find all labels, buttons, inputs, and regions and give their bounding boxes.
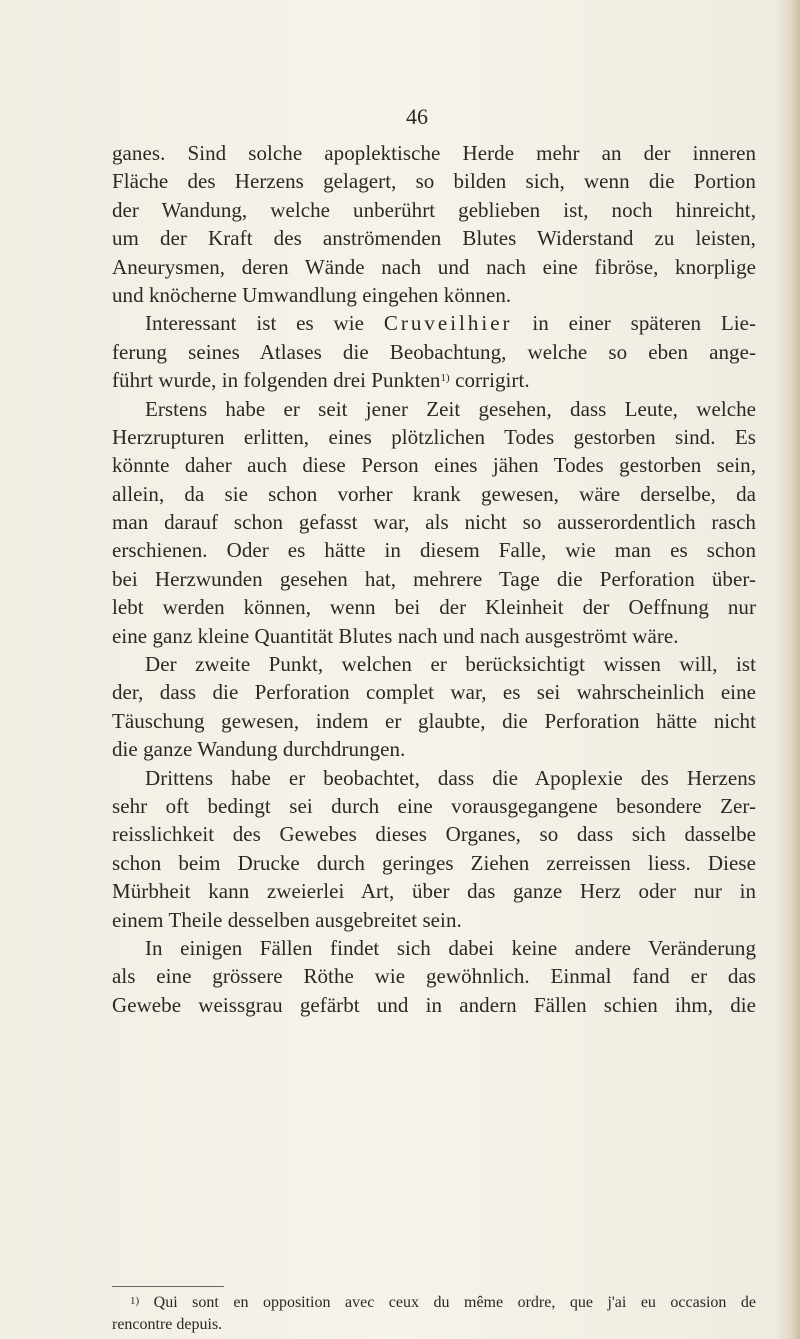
text-line: die ganze Wandung durchdrungen. (112, 737, 406, 762)
text-fragment: Interessant ist es wie (145, 311, 365, 336)
text-line: und knöcherne Umwandlung eingehen können. (112, 282, 512, 307)
text-line: schon beim Drucke durch geringes Ziehen zerreissen liess. Diese (112, 850, 756, 875)
text-line: erschienen. Oder es hätte in diesem Falle, wie man es schon (112, 538, 756, 563)
text-line: reisslichkeit des Gewebes dieses Organes, so dass sich dasselbe (112, 822, 756, 847)
text-fragment: in einer späteren Lie- (532, 311, 757, 336)
text-fragment: corrigirt. (455, 368, 530, 393)
footnote (112, 1292, 756, 1336)
text-line: könnte daher auch diese Person eines jähen Todes gestorben sein, (112, 453, 756, 478)
page-number: 46 (406, 104, 428, 129)
text-line: Erstens habe er seit jener Zeit gesehen, dass Leute, welche (145, 396, 756, 421)
footnote-line: rencontre depuis. (112, 1316, 223, 1333)
text-line: In einigen Fällen findet sich dabei keine andere Veränderung (145, 935, 756, 960)
text-line: sehr oft bedingt sei durch eine vorausgegangene besondere Zer- (112, 793, 756, 818)
text-line: Herzrupturen erlitten, eines plötzlichen Todes gestorben sind. Es (112, 424, 756, 449)
text-line: als eine grössere Röthe wie gewöhnlich. Einmal fand er das (112, 964, 756, 989)
text-line: Mürbheit kann zweierlei Art, über das ganze Herz oder nur in (112, 879, 756, 904)
text-line (112, 366, 756, 394)
text-line: um der Kraft des anströmenden Blutes Widerstand zu leisten, (112, 226, 756, 251)
text-line: der, dass die Perforation complet war, es sei wahrscheinlich eine (112, 680, 756, 705)
footnote-reference: 1) (440, 372, 450, 385)
text-line: Täuschung gewesen, indem er glaubte, die Perforation hätte nicht (112, 708, 756, 733)
text-line: bei Herzwunden gesehen hat, mehrere Tage die Perforation über- (112, 566, 756, 591)
footnote-text: Qui sont en opposition avec ceux du même ordre, que j'ai eu occasion de (153, 1294, 756, 1311)
text-fragment: führt wurde, in folgenden drei Punkten (112, 368, 441, 393)
footnote-marker: 1) (130, 1295, 140, 1307)
text-line: Der zweite Punkt, welchen er berücksichtigt wissen will, ist (145, 652, 756, 677)
text-line: ganes. Sind solche apoplektische Herde mehr an der inneren (112, 141, 756, 165)
text-line: eine ganz kleine Quantität Blutes nach und nach ausgeströmt wäre. (112, 623, 679, 648)
page-edge-shadow (774, 0, 800, 1339)
text-line: allein, da sie schon vorher krank gewesen, wäre derselbe, da (112, 481, 756, 506)
text-line (112, 309, 756, 337)
body-text (112, 139, 756, 1019)
text-line: der Wandung, welche unberührt geblieben ist, noch hinreicht, (112, 197, 756, 222)
text-line: man darauf schon gefasst war, als nicht so ausserordentlich rasch (112, 510, 756, 535)
text-line: ferung seines Atlases die Beobachtung, welche so eben ange- (112, 339, 756, 364)
text-line: Fläche des Herzens gelagert, so bilden sich, wenn die Portion (112, 169, 756, 194)
text-line: einem Theile desselben ausgebreitet sein. (112, 907, 462, 932)
footnote-divider (112, 1286, 224, 1287)
footnote-line (112, 1292, 756, 1314)
text-line: Gewebe weissgrau gefärbt und in andern Fällen schien ihm, die (112, 992, 756, 1017)
text-line: Aneurysmen, deren Wände nach und nach eine fibröse, knorplige (112, 254, 756, 279)
text-line: lebt werden können, wenn bei der Kleinheit der Oeffnung nur (112, 595, 756, 620)
text-line: Drittens habe er beobachtet, dass die Apoplexie des Herzens (145, 765, 756, 790)
author-name: Cruveilhier (383, 311, 513, 336)
